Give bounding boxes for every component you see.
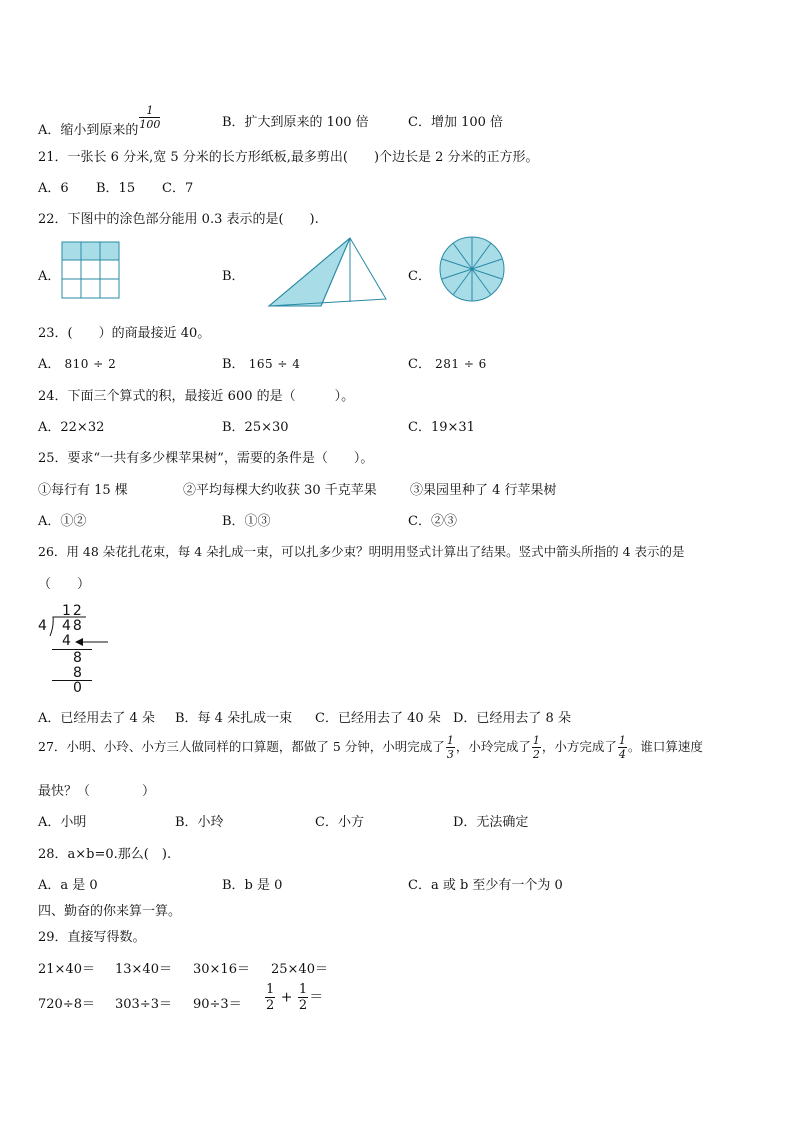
q21-option-b[interactable]: B．15: [96, 181, 136, 196]
q20-option-b[interactable]: B．扩大到原来的 100 倍: [222, 115, 369, 130]
q25-condition-1: ①每行有 15 棵: [38, 483, 128, 498]
q22-option-a[interactable]: A．: [38, 269, 61, 284]
q25-condition-2: ②平均每棵大约收获 30 千克苹果: [183, 483, 377, 498]
q24-option-a[interactable]: A．22×32: [38, 420, 105, 435]
q29-expr-3[interactable]: 30×16＝: [193, 962, 250, 977]
division-dividend: 48: [62, 618, 84, 634]
q20-option-c[interactable]: C．增加 100 倍: [408, 115, 504, 130]
q29-expr-4[interactable]: 25×40＝: [271, 962, 328, 977]
division-rule-1: [52, 649, 92, 650]
q23-option-c[interactable]: [408, 353, 487, 372]
q26-option-b[interactable]: B．每 4 朵扎成一束: [175, 711, 293, 726]
q26-stem-line2: （ ）: [38, 577, 91, 592]
q29-expr-7[interactable]: 90÷3＝: [193, 997, 242, 1012]
q25-option-b[interactable]: B．①③: [222, 514, 271, 529]
q27-stem-part-a: 27．小明、小玲、小方三人做同样的口算题，都做了 5 分钟，小明完成了: [38, 739, 445, 754]
q22-grid-shaded-row: [62, 242, 119, 260]
q29-fraction-2: $\frac{1}{2}$: [298, 982, 308, 1013]
q27-stem-part-b: ，小玲完成了: [455, 739, 531, 754]
q23-expr-a: 810 ÷ 2: [64, 357, 117, 371]
q22-stem: 22．下图中的涂色部分能用 0.3 表示的是( ).: [38, 212, 319, 227]
q27-option-b[interactable]: B．小玲: [175, 815, 224, 830]
arrow-left-icon: [74, 636, 110, 648]
division-step-line1: 4: [62, 633, 71, 649]
q23-stem: 23．( ）的商最接近 40。: [38, 326, 211, 341]
q22-grid-figure: [61, 241, 121, 301]
q28-option-a[interactable]: A．a 是 0: [38, 878, 98, 893]
q24-option-c[interactable]: C．19×31: [408, 420, 475, 435]
q23-option-b[interactable]: [222, 353, 300, 372]
q29-expr-8[interactable]: [264, 983, 323, 1012]
q28-option-b[interactable]: B．b 是 0: [222, 878, 283, 893]
q26-stem-line1: 26．用 48 朵花扎花束，每 4 朵扎成一束，可以扎多少束？明明用竖式计算出了结果。竖式中箭头所指的 4 表示的是: [38, 544, 685, 559]
section-4-heading: 四、勤奋的你来算一算。: [38, 904, 182, 919]
q29-fraction-1: $\frac{1}{2}$: [266, 982, 275, 1013]
q22-option-b[interactable]: B．: [222, 269, 245, 284]
q20-option-a-label: A．缩小到原来的: [38, 123, 139, 138]
q26-option-d[interactable]: D．已经用去了 8 朵: [453, 711, 571, 726]
q23-option-b-label: B．: [222, 357, 245, 372]
q23-option-a[interactable]: [38, 353, 116, 372]
q26-option-a[interactable]: A．已经用去了 4 朵: [38, 711, 155, 726]
q21-option-a[interactable]: A．6: [38, 181, 69, 196]
q27-fraction-xiaoling: $\frac{1}{2}$: [532, 734, 540, 761]
q29-expr-5[interactable]: 720÷8＝: [38, 997, 95, 1012]
division-quotient: 12: [62, 603, 84, 619]
q25-option-a[interactable]: A．①②: [38, 514, 87, 529]
q28-option-c[interactable]: C．a 或 b 至少有一个为 0: [408, 878, 563, 893]
division-step-line2: 8: [73, 650, 82, 666]
q23-expr-b: 165 ÷ 4: [248, 357, 301, 371]
q29-equals-sign: ＝: [309, 989, 324, 1006]
q22-circle-figure: [436, 236, 508, 302]
division-divisor: 4: [38, 618, 47, 634]
q21-stem: 21．一张长 6 分米,宽 5 分米的长方形纸板,最多剪出( )个边长是 2 分米的正方形。: [38, 150, 539, 165]
q29-expr-6[interactable]: 303÷3＝: [115, 997, 172, 1012]
q21-option-c[interactable]: C．7: [162, 181, 194, 196]
q25-option-c[interactable]: C．②③: [408, 514, 457, 529]
q27-stem-part-d: 。谁口算速度: [627, 739, 703, 754]
q20-option-a[interactable]: [38, 105, 161, 138]
q27-option-d[interactable]: D．无法确定: [453, 815, 529, 830]
q27-option-c[interactable]: C．小方: [315, 815, 364, 830]
q22-option-c[interactable]: C．: [408, 269, 431, 284]
q20-fraction: $\frac{1}{100}$: [139, 104, 161, 131]
q29-expr-1[interactable]: 21×40＝: [38, 962, 95, 977]
q24-stem: 24．下面三个算式的积，最接近 600 的是（ ）。: [38, 389, 355, 404]
q27-stem-part-c: ，小方完成了: [541, 739, 617, 754]
q27-option-a[interactable]: A．小明: [38, 815, 87, 830]
q23-option-c-label: C．: [408, 357, 431, 372]
division-rule-2: [52, 680, 92, 681]
q26-option-c[interactable]: C．已经用去了 40 朵: [315, 711, 441, 726]
q27-stem-line1: [38, 735, 703, 760]
q29-expr-2[interactable]: 13×40＝: [115, 962, 172, 977]
q29-plus-sign: +: [280, 989, 293, 1006]
q25-condition-3: ③果园里种了 4 行苹果树: [410, 483, 557, 498]
q27-fraction-xiaofang: $\frac{1}{4}$: [618, 734, 626, 761]
division-step-line3: 8: [73, 665, 82, 681]
q26-long-division: [36, 603, 116, 696]
q27-stem-line2: 最快？（ ）: [38, 784, 156, 799]
q23-option-a-label: A．: [38, 357, 61, 372]
q25-stem: 25．要求“一共有多少棵苹果树”，需要的条件是（ ）。: [38, 451, 374, 466]
q29-stem: 29．直接写得数。: [38, 930, 146, 945]
q27-fraction-xiaoming: $\frac{1}{3}$: [446, 734, 454, 761]
q22-triangle-figure: [265, 236, 390, 308]
q28-stem: 28．a×b=0.那么( ).: [38, 847, 172, 862]
q23-expr-c: 281 ÷ 6: [435, 357, 487, 371]
q24-option-b[interactable]: B．25×30: [222, 420, 289, 435]
division-remainder: 0: [73, 680, 82, 696]
